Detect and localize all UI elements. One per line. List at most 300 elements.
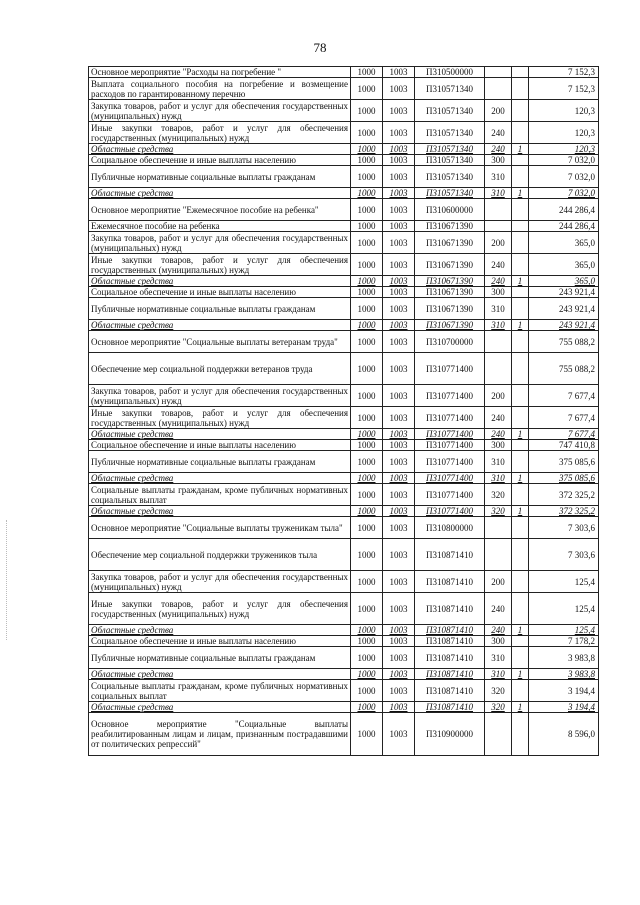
row-name: Социальное обеспечение и иные выплаты населению: [89, 636, 351, 647]
row-section-code: 1000: [351, 199, 383, 221]
row-target-article: П310571340: [415, 188, 485, 199]
row-subsection-code: 1003: [383, 298, 415, 320]
row-expense-type: 310: [485, 188, 512, 199]
row-amount: 243 921,4: [529, 287, 599, 298]
row-section-code: 1000: [351, 221, 383, 232]
row-subsection-code: 1003: [383, 517, 415, 539]
row-subsection-code: 1003: [383, 385, 415, 407]
table-row: [89, 625, 599, 636]
row-name: Закупка товаров, работ и услуг для обеспечения государственных (муниципальных) нужд: [89, 385, 351, 407]
row-funding-source: [512, 298, 529, 320]
row-section-code: 1000: [351, 440, 383, 451]
row-name: Основное мероприятие "Социальные выплаты труженикам тыла": [89, 517, 351, 539]
table-row: [89, 385, 599, 407]
row-expense-type: 310: [485, 669, 512, 680]
row-amount: 120,3: [529, 122, 599, 144]
row-section-code: 1000: [351, 669, 383, 680]
row-section-code: 1000: [351, 506, 383, 517]
row-funding-source: [512, 232, 529, 254]
row-expense-type: 240: [485, 254, 512, 276]
table-row: [89, 122, 599, 144]
row-section-code: 1000: [351, 298, 383, 320]
row-subsection-code: 1003: [383, 713, 415, 756]
row-expense-type: 300: [485, 636, 512, 647]
row-subsection-code: 1003: [383, 636, 415, 647]
row-name: Обеспечение мер социальной поддержки ветеранов труда: [89, 353, 351, 385]
row-section-code: 1000: [351, 517, 383, 539]
row-funding-source: [512, 407, 529, 429]
row-target-article: П310771400: [415, 353, 485, 385]
row-name: Областные средства: [89, 188, 351, 199]
table-row: [89, 144, 599, 155]
row-target-article: П310771400: [415, 451, 485, 473]
table-row: [89, 67, 599, 78]
row-expense-type: 300: [485, 287, 512, 298]
row-section-code: 1000: [351, 276, 383, 287]
row-expense-type: 200: [485, 571, 512, 593]
row-expense-type: 300: [485, 440, 512, 451]
row-section-code: 1000: [351, 353, 383, 385]
row-subsection-code: 1003: [383, 100, 415, 122]
row-funding-source: [512, 451, 529, 473]
row-subsection-code: 1003: [383, 122, 415, 144]
row-name: Областные средства: [89, 144, 351, 155]
row-section-code: 1000: [351, 155, 383, 166]
row-subsection-code: 1003: [383, 669, 415, 680]
table-row: [89, 320, 599, 331]
row-funding-source: [512, 385, 529, 407]
row-subsection-code: 1003: [383, 155, 415, 166]
row-funding-source: 1: [512, 506, 529, 517]
row-name: Закупка товаров, работ и услуг для обеспечения государственных (муниципальных) нужд: [89, 571, 351, 593]
row-expense-type: 310: [485, 451, 512, 473]
row-funding-source: [512, 331, 529, 353]
row-expense-type: [485, 353, 512, 385]
row-section-code: 1000: [351, 473, 383, 484]
row-target-article: П310671390: [415, 232, 485, 254]
row-amount: 125,4: [529, 571, 599, 593]
row-expense-type: 240: [485, 122, 512, 144]
row-subsection-code: 1003: [383, 331, 415, 353]
row-expense-type: [485, 78, 512, 100]
scan-margin-mark: [6, 520, 9, 640]
table-row: [89, 287, 599, 298]
row-expense-type: 200: [485, 232, 512, 254]
row-target-article: П310771400: [415, 506, 485, 517]
table-body: [89, 67, 599, 756]
row-expense-type: 320: [485, 506, 512, 517]
row-section-code: 1000: [351, 713, 383, 756]
table-row: [89, 713, 599, 756]
row-name: Иные закупки товаров, работ и услуг для обеспечения государственных (муниципальных) нужд: [89, 254, 351, 276]
row-funding-source: [512, 100, 529, 122]
row-amount: 755 088,2: [529, 331, 599, 353]
row-name: Областные средства: [89, 429, 351, 440]
row-funding-source: [512, 593, 529, 625]
table-row: [89, 100, 599, 122]
row-target-article: П310871410: [415, 625, 485, 636]
row-expense-type: 240: [485, 276, 512, 287]
table-row: [89, 517, 599, 539]
row-section-code: 1000: [351, 287, 383, 298]
row-expense-type: 300: [485, 155, 512, 166]
row-expense-type: 320: [485, 484, 512, 506]
row-subsection-code: 1003: [383, 353, 415, 385]
row-expense-type: [485, 67, 512, 78]
row-section-code: 1000: [351, 122, 383, 144]
row-amount: 3 194,4: [529, 702, 599, 713]
row-section-code: 1000: [351, 593, 383, 625]
row-amount: 3 983,8: [529, 647, 599, 669]
row-amount: 243 921,4: [529, 298, 599, 320]
row-section-code: 1000: [351, 429, 383, 440]
row-target-article: П310571340: [415, 122, 485, 144]
row-name: Основное мероприятие "Социальные выплаты ветеранам труда": [89, 331, 351, 353]
row-amount: 7 303,6: [529, 517, 599, 539]
row-name: Основное мероприятие "Расходы на погребение ": [89, 67, 351, 78]
row-target-article: П310571340: [415, 100, 485, 122]
row-section-code: 1000: [351, 232, 383, 254]
row-name: Обеспечение мер социальной поддержки тружеников тыла: [89, 539, 351, 571]
row-amount: 375 085,6: [529, 451, 599, 473]
row-funding-source: 1: [512, 625, 529, 636]
row-subsection-code: 1003: [383, 647, 415, 669]
row-target-article: П310800000: [415, 517, 485, 539]
row-amount: 372 325,2: [529, 484, 599, 506]
row-name: Основное мероприятие "Социальные выплаты реабилитированным лицам и лицам, признанным пострадавшими от политических репрессий": [89, 713, 351, 756]
row-target-article: П310771400: [415, 385, 485, 407]
row-subsection-code: 1003: [383, 166, 415, 188]
row-expense-type: 200: [485, 100, 512, 122]
row-subsection-code: 1003: [383, 199, 415, 221]
row-expense-type: 310: [485, 473, 512, 484]
row-subsection-code: 1003: [383, 287, 415, 298]
table-row: [89, 155, 599, 166]
row-amount: 120,3: [529, 144, 599, 155]
row-target-article: П310571340: [415, 166, 485, 188]
row-name: Социальное обеспечение и иные выплаты населению: [89, 287, 351, 298]
table-row: [89, 647, 599, 669]
row-expense-type: 320: [485, 680, 512, 702]
row-section-code: 1000: [351, 166, 383, 188]
row-target-article: П310571340: [415, 144, 485, 155]
row-section-code: 1000: [351, 78, 383, 100]
row-target-article: П310500000: [415, 67, 485, 78]
row-subsection-code: 1003: [383, 429, 415, 440]
row-subsection-code: 1003: [383, 473, 415, 484]
row-funding-source: [512, 166, 529, 188]
table-row: [89, 539, 599, 571]
row-section-code: 1000: [351, 385, 383, 407]
row-funding-source: [512, 221, 529, 232]
row-section-code: 1000: [351, 484, 383, 506]
row-section-code: 1000: [351, 320, 383, 331]
row-target-article: П310571340: [415, 78, 485, 100]
table-row: [89, 221, 599, 232]
table-row: [89, 232, 599, 254]
row-section-code: 1000: [351, 67, 383, 78]
row-subsection-code: 1003: [383, 78, 415, 100]
row-name: Ежемесячное пособие на ребенка: [89, 221, 351, 232]
row-subsection-code: 1003: [383, 625, 415, 636]
row-subsection-code: 1003: [383, 188, 415, 199]
row-subsection-code: 1003: [383, 320, 415, 331]
table-row: [89, 440, 599, 451]
row-funding-source: [512, 484, 529, 506]
row-target-article: П310771400: [415, 407, 485, 429]
row-target-article: П310671390: [415, 287, 485, 298]
row-funding-source: 1: [512, 320, 529, 331]
row-expense-type: 240: [485, 625, 512, 636]
row-expense-type: [485, 539, 512, 571]
row-section-code: 1000: [351, 407, 383, 429]
row-target-article: П310671390: [415, 221, 485, 232]
row-name: Социальные выплаты гражданам, кроме публичных нормативных социальных выплат: [89, 680, 351, 702]
row-funding-source: [512, 440, 529, 451]
row-name: Иные закупки товаров, работ и услуг для обеспечения государственных (муниципальных) нужд: [89, 593, 351, 625]
row-target-article: П310771400: [415, 429, 485, 440]
budget-table: [88, 66, 599, 756]
row-funding-source: [512, 254, 529, 276]
row-amount: 365,0: [529, 232, 599, 254]
table-row: [89, 669, 599, 680]
table-row: [89, 636, 599, 647]
row-section-code: 1000: [351, 636, 383, 647]
row-amount: 7 032,0: [529, 155, 599, 166]
row-expense-type: [485, 331, 512, 353]
row-target-article: П310871410: [415, 680, 485, 702]
row-name: Областные средства: [89, 320, 351, 331]
row-expense-type: 200: [485, 385, 512, 407]
row-target-article: П310771400: [415, 484, 485, 506]
row-subsection-code: 1003: [383, 484, 415, 506]
row-funding-source: [512, 713, 529, 756]
row-section-code: 1000: [351, 702, 383, 713]
row-subsection-code: 1003: [383, 276, 415, 287]
row-section-code: 1000: [351, 451, 383, 473]
row-name: Областные средства: [89, 625, 351, 636]
table-row: [89, 593, 599, 625]
row-funding-source: [512, 287, 529, 298]
row-name: Областные средства: [89, 506, 351, 517]
row-name: Выплата социального пособия на погребение и возмещение расходов по гарантированному перечню: [89, 78, 351, 100]
row-amount: 747 410,8: [529, 440, 599, 451]
row-funding-source: [512, 680, 529, 702]
row-expense-type: 310: [485, 298, 512, 320]
row-name: Социальные выплаты гражданам, кроме публичных нормативных социальных выплат: [89, 484, 351, 506]
row-amount: 7 303,6: [529, 539, 599, 571]
table-row: [89, 451, 599, 473]
row-funding-source: 1: [512, 702, 529, 713]
row-funding-source: 1: [512, 276, 529, 287]
row-subsection-code: 1003: [383, 67, 415, 78]
row-amount: 120,3: [529, 100, 599, 122]
row-amount: 7 677,4: [529, 385, 599, 407]
row-expense-type: 240: [485, 144, 512, 155]
row-name: Публичные нормативные социальные выплаты гражданам: [89, 166, 351, 188]
row-target-article: П310700000: [415, 331, 485, 353]
row-name: Закупка товаров, работ и услуг для обеспечения государственных (муниципальных) нужд: [89, 232, 351, 254]
row-amount: 7 677,4: [529, 407, 599, 429]
row-amount: 755 088,2: [529, 353, 599, 385]
row-funding-source: [512, 539, 529, 571]
row-name: Публичные нормативные социальные выплаты гражданам: [89, 298, 351, 320]
row-subsection-code: 1003: [383, 232, 415, 254]
row-subsection-code: 1003: [383, 440, 415, 451]
row-amount: 372 325,2: [529, 506, 599, 517]
row-funding-source: [512, 122, 529, 144]
row-expense-type: [485, 199, 512, 221]
table-row: [89, 571, 599, 593]
row-subsection-code: 1003: [383, 680, 415, 702]
row-amount: 7 152,3: [529, 78, 599, 100]
row-name: Закупка товаров, работ и услуг для обеспечения государственных (муниципальных) нужд: [89, 100, 351, 122]
row-funding-source: 1: [512, 188, 529, 199]
row-funding-source: [512, 67, 529, 78]
table-row: [89, 680, 599, 702]
row-expense-type: 240: [485, 593, 512, 625]
row-subsection-code: 1003: [383, 407, 415, 429]
row-funding-source: [512, 199, 529, 221]
row-target-article: П310871410: [415, 571, 485, 593]
row-target-article: П310600000: [415, 199, 485, 221]
table-row: [89, 254, 599, 276]
table-row: [89, 484, 599, 506]
row-target-article: П310771400: [415, 440, 485, 451]
row-subsection-code: 1003: [383, 539, 415, 571]
row-name: Социальное обеспечение и иные выплаты населению: [89, 440, 351, 451]
row-section-code: 1000: [351, 100, 383, 122]
row-section-code: 1000: [351, 625, 383, 636]
row-amount: 8 596,0: [529, 713, 599, 756]
table-row: [89, 702, 599, 713]
row-expense-type: [485, 713, 512, 756]
row-target-article: П310871410: [415, 539, 485, 571]
row-amount: 7 032,0: [529, 166, 599, 188]
row-name: Иные закупки товаров, работ и услуг для обеспечения государственных (муниципальных) нужд: [89, 407, 351, 429]
page-number: 78: [313, 40, 327, 55]
row-amount: 3 983,8: [529, 669, 599, 680]
row-expense-type: 240: [485, 407, 512, 429]
row-name: Публичные нормативные социальные выплаты гражданам: [89, 451, 351, 473]
table-row: [89, 298, 599, 320]
table-row: [89, 506, 599, 517]
row-expense-type: 310: [485, 166, 512, 188]
table-row: [89, 429, 599, 440]
row-amount: 3 194,4: [529, 680, 599, 702]
row-funding-source: [512, 353, 529, 385]
table-row: [89, 407, 599, 429]
row-funding-source: [512, 636, 529, 647]
row-target-article: П310871410: [415, 636, 485, 647]
row-target-article: П310571340: [415, 155, 485, 166]
row-section-code: 1000: [351, 331, 383, 353]
table-row: [89, 353, 599, 385]
row-name: Основное мероприятие "Ежемесячное пособие на ребенка": [89, 199, 351, 221]
row-amount: 243 921,4: [529, 320, 599, 331]
row-target-article: П310900000: [415, 713, 485, 756]
row-target-article: П310671390: [415, 298, 485, 320]
row-name: Областные средства: [89, 702, 351, 713]
table-row: [89, 199, 599, 221]
row-funding-source: [512, 571, 529, 593]
row-section-code: 1000: [351, 254, 383, 276]
table-row: [89, 78, 599, 100]
row-subsection-code: 1003: [383, 506, 415, 517]
row-target-article: П310671390: [415, 254, 485, 276]
row-funding-source: 1: [512, 144, 529, 155]
row-funding-source: 1: [512, 429, 529, 440]
row-expense-type: [485, 517, 512, 539]
row-funding-source: [512, 78, 529, 100]
row-expense-type: [485, 221, 512, 232]
row-amount: 7 677,4: [529, 429, 599, 440]
row-target-article: П310671390: [415, 320, 485, 331]
row-amount: 365,0: [529, 254, 599, 276]
row-expense-type: 310: [485, 320, 512, 331]
row-name: Иные закупки товаров, работ и услуг для обеспечения государственных (муниципальных) нужд: [89, 122, 351, 144]
row-subsection-code: 1003: [383, 702, 415, 713]
table-row: [89, 276, 599, 287]
row-section-code: 1000: [351, 571, 383, 593]
row-subsection-code: 1003: [383, 254, 415, 276]
row-section-code: 1000: [351, 647, 383, 669]
row-section-code: 1000: [351, 680, 383, 702]
row-section-code: 1000: [351, 144, 383, 155]
row-subsection-code: 1003: [383, 221, 415, 232]
row-target-article: П310871410: [415, 669, 485, 680]
row-amount: 7 152,3: [529, 67, 599, 78]
row-subsection-code: 1003: [383, 144, 415, 155]
row-target-article: П310871410: [415, 593, 485, 625]
row-amount: 375 085,6: [529, 473, 599, 484]
row-name: Областные средства: [89, 473, 351, 484]
row-amount: 7 032,0: [529, 188, 599, 199]
table-row: [89, 331, 599, 353]
row-expense-type: 240: [485, 429, 512, 440]
row-amount: 125,4: [529, 625, 599, 636]
row-expense-type: 310: [485, 647, 512, 669]
row-target-article: П310871410: [415, 647, 485, 669]
row-amount: 7 178,2: [529, 636, 599, 647]
row-amount: 125,4: [529, 593, 599, 625]
table-row: [89, 166, 599, 188]
row-amount: 244 286,4: [529, 221, 599, 232]
row-funding-source: [512, 647, 529, 669]
row-subsection-code: 1003: [383, 571, 415, 593]
row-funding-source: [512, 155, 529, 166]
row-name: Областные средства: [89, 669, 351, 680]
row-subsection-code: 1003: [383, 451, 415, 473]
row-section-code: 1000: [351, 539, 383, 571]
row-expense-type: 320: [485, 702, 512, 713]
table-row: [89, 188, 599, 199]
row-funding-source: [512, 517, 529, 539]
row-name: Областные средства: [89, 276, 351, 287]
row-target-article: П310671390: [415, 276, 485, 287]
row-subsection-code: 1003: [383, 593, 415, 625]
row-funding-source: 1: [512, 473, 529, 484]
table-row: [89, 473, 599, 484]
row-section-code: 1000: [351, 188, 383, 199]
row-name: Публичные нормативные социальные выплаты гражданам: [89, 647, 351, 669]
row-funding-source: 1: [512, 669, 529, 680]
row-amount: 365,0: [529, 276, 599, 287]
row-target-article: П310871410: [415, 702, 485, 713]
row-name: Социальное обеспечение и иные выплаты населению: [89, 155, 351, 166]
row-target-article: П310771400: [415, 473, 485, 484]
row-amount: 244 286,4: [529, 199, 599, 221]
